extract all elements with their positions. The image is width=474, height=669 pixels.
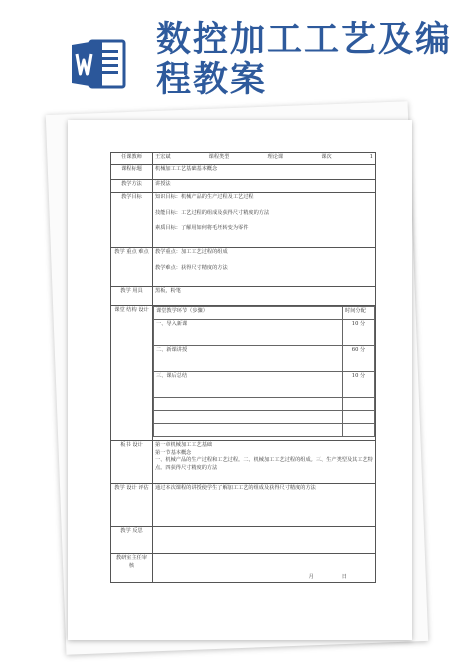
reflection-row	[111, 527, 376, 554]
evaluation-value: 通过本次课程的讲授使学生了解加工工艺的组成及获得尺寸精度的方法	[153, 484, 376, 527]
page-title-line2: 程教案	[156, 60, 268, 100]
difficult-point: 教学难点：获得尺寸精度的方法	[155, 264, 228, 271]
structure-step-row	[154, 320, 375, 346]
structure-empty-row	[154, 411, 375, 424]
document-page	[68, 120, 412, 640]
method-value: 讲授法	[153, 180, 376, 193]
day-label: 日	[341, 573, 347, 580]
goal-quality: 素质目标：了解用如何将毛坯转变为零件	[155, 225, 249, 231]
keypoints-row	[111, 248, 376, 287]
director-sign-cell	[153, 554, 376, 583]
structure-label: 课堂 结构 设计	[111, 306, 153, 441]
tools-row	[111, 287, 376, 306]
header	[0, 0, 474, 112]
step-time: 10 分	[343, 372, 375, 398]
director-row	[111, 554, 376, 583]
lesson-plan-table	[110, 152, 376, 583]
board-line: 一、机械产品的生产过程和工艺过程。二、机械加工工艺过程的组成。三、生产类型及其工艺特点。四获得尺寸精度的方法	[155, 457, 373, 471]
goal-skill: 技能目标：工艺过程的组成及获得尺寸精度的方法	[155, 209, 270, 216]
word-document-icon	[70, 36, 128, 92]
teacher-info-cell	[153, 153, 376, 165]
teacher-label: 任课教师	[111, 153, 153, 165]
page-title-line1: 数控加工工艺及编	[156, 20, 453, 60]
reflection-value	[153, 527, 376, 554]
board-line: 第一节基本概念	[155, 449, 192, 456]
goals-row	[111, 193, 376, 248]
step-name: 一、导入新课	[154, 320, 343, 346]
board-label: 板书 设计	[111, 441, 153, 484]
periods-value: 1	[369, 154, 373, 160]
teacher-name: 王宏斌	[155, 154, 171, 160]
tools-label: 教学 用具	[111, 287, 153, 306]
teacher-row	[111, 153, 376, 165]
reflection-label: 教学 反思	[111, 527, 153, 554]
periods-label: 课次	[321, 154, 332, 160]
course-type-label: 课程类型	[208, 154, 230, 160]
keypoints-cell	[153, 248, 376, 287]
method-row	[111, 180, 376, 193]
month-label: 月	[308, 573, 314, 580]
goals-label: 教学目标	[111, 193, 153, 248]
structure-table	[153, 306, 375, 437]
structure-row	[111, 306, 376, 441]
step-time: 10 分	[343, 320, 375, 346]
topic-label: 课程标题	[111, 165, 153, 180]
structure-time-header: 时间分配	[343, 307, 375, 320]
structure-cell	[153, 306, 376, 441]
director-label: 教研室主任审 核	[111, 554, 153, 583]
evaluation-label: 教学 设计 评估	[111, 484, 153, 527]
structure-header	[154, 307, 375, 320]
topic-value: 机械加工工艺基础基本概念	[153, 165, 376, 180]
structure-step-row	[154, 372, 375, 398]
key-point: 教学重点：加工工艺过程的组成	[155, 249, 228, 255]
step-time: 60 分	[343, 346, 375, 372]
topic-row	[111, 165, 376, 180]
keypoints-label: 教学 重点 难点	[111, 248, 153, 287]
board-cell	[153, 441, 376, 484]
tools-value: 黑板，粉笔	[153, 287, 376, 306]
board-row	[111, 441, 376, 484]
structure-step-row	[154, 346, 375, 372]
step-name: 二、新课讲授	[154, 346, 343, 372]
goals-cell	[153, 193, 376, 248]
method-label: 教学方法	[111, 180, 153, 193]
structure-step-header: 课堂教学环节（步骤）	[154, 307, 343, 320]
step-name: 三、课后总结	[154, 372, 343, 398]
structure-empty-row	[154, 424, 375, 437]
board-line: 第一章机械加工工艺基础	[155, 442, 213, 448]
goal-knowledge: 知识目标：机械产品的生产过程及工艺过程	[155, 194, 254, 200]
course-type: 理论课	[267, 154, 284, 160]
structure-empty-row	[154, 398, 375, 411]
page-title	[156, 20, 452, 100]
evaluation-row	[111, 484, 376, 527]
